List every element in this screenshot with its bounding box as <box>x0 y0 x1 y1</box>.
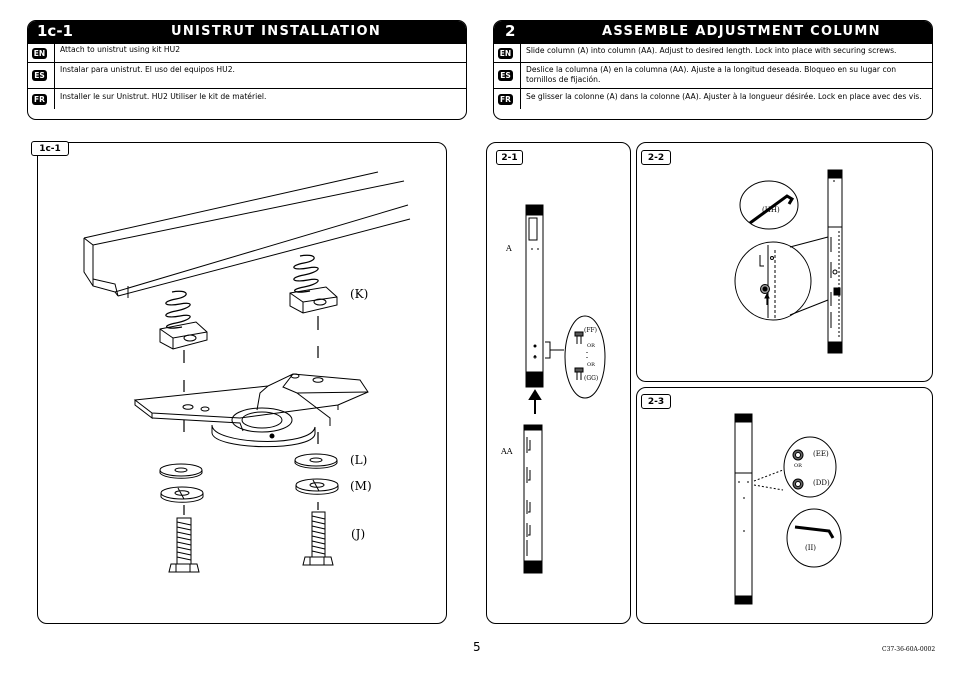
figure-tag-1c-1: 1c-1 <box>31 141 69 156</box>
step-number: 2 <box>505 22 516 40</box>
lang-badge-fr: FR <box>498 94 513 105</box>
document-code: C37-36-60A-0002 <box>882 646 936 653</box>
instruction-text-es: Deslice la columna (A) en la columna (AA). Ajuste a la longitud deseada. Bloqueo en su lugar con tornillos de fijación. <box>520 63 924 88</box>
lang-badge-es: ES <box>32 70 47 81</box>
step-title: ASSEMBLE ADJUSTMENT COLUMN <box>602 24 881 39</box>
label-or: OR <box>794 463 802 469</box>
label-column-a: A <box>506 244 512 253</box>
label-spring-nut-k: (K) <box>350 287 369 301</box>
label-hex-key-hh: (HH) <box>762 206 780 214</box>
hex-key-ii-callout <box>787 509 841 567</box>
label-flat-washer-l: (L) <box>350 453 368 467</box>
instruction-text-fr: Se glisser la colonne (A) dans la colonne (AA). Ajuster à la longueur désirée. Lock en place avec des vis. <box>520 89 924 109</box>
lang-badge-en: EN <box>499 49 512 58</box>
label-column-aa: AA <box>501 447 513 456</box>
label-screw-ff: (FF) <box>584 327 598 334</box>
secured-column-drawing <box>735 414 783 604</box>
label-screw-gg: (GG) <box>584 375 599 382</box>
figure-tag-2-3: 2-3 <box>641 394 671 409</box>
lang-badge-es: ES <box>498 70 513 81</box>
instruction-text-es: Instalar para unistrut. El uso del equipos HU2. <box>54 63 458 88</box>
label-bolt-j: (J) <box>351 527 366 541</box>
page-number: 5 <box>473 640 481 654</box>
label-or: OR <box>587 343 595 349</box>
instruction-text-fr: Installer le sur Unistrut. HU2 Utiliser le kit de matériel. <box>54 89 458 109</box>
step-title: UNISTRUT INSTALLATION <box>171 24 382 39</box>
label-screw-dd: (DD) <box>813 479 830 487</box>
label-or: OR <box>587 362 595 368</box>
lang-badge-en: EN <box>33 49 46 58</box>
instruction-text-en: Attach to unistrut using kit HU2 <box>54 44 458 62</box>
figure-tag-2-2: 2-2 <box>641 150 671 165</box>
figure-tag-2-1: 2-1 <box>496 150 523 165</box>
label-hex-key-ii: (II) <box>805 544 816 552</box>
lang-badge-fr: FR <box>32 94 47 105</box>
instruction-text-en: Slide column (A) into column (AA). Adjust to desired length. Lock into place with securing screws. <box>520 44 924 62</box>
set-screws-callout <box>784 437 836 497</box>
label-screw-ee: (EE) <box>813 450 829 458</box>
step-number: 1c-1 <box>37 22 73 40</box>
label-lock-washer-m: (M) <box>350 479 372 493</box>
